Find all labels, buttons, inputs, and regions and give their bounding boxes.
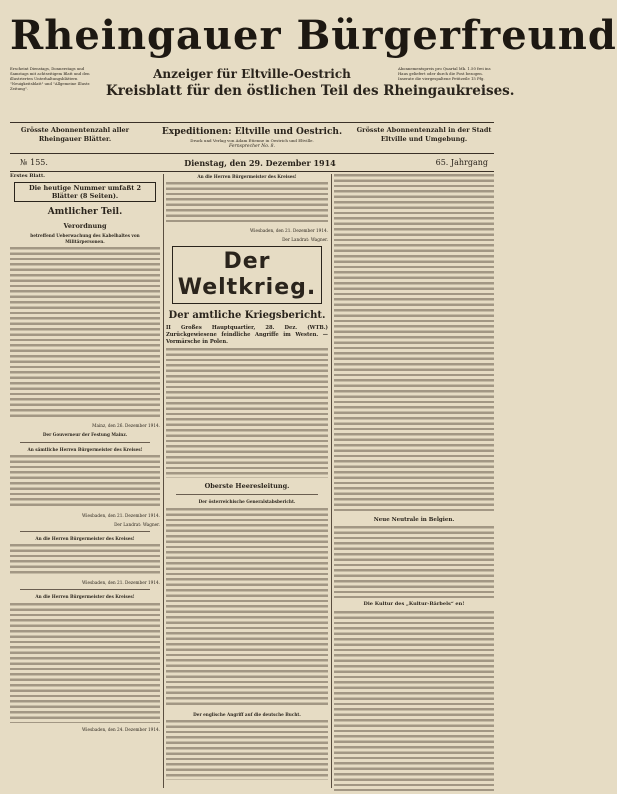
- mayors-title-1: An sämtliche Herren Bürgermeister des Kreises!: [27, 446, 143, 452]
- col2-landrat: Der Landrat: Wagner.: [282, 237, 328, 243]
- subtitle-line-1: Anzeiger für Eltville-Oestrich: [153, 67, 351, 81]
- divider: [20, 589, 150, 590]
- column-3: [334, 174, 494, 788]
- banner-right: Grösste Abonnentenzahl in der Stadt Eltville und Umgebung.: [356, 126, 492, 143]
- ordinance-text: [10, 247, 160, 419]
- col2-top-date: Wiesbaden, den 21. Dezember 1914.: [249, 228, 328, 234]
- austrian-report-title: Der österreichische Generalstabsbericht.: [198, 499, 296, 505]
- divider: [176, 494, 318, 495]
- official-heading: Amtlicher Teil.: [47, 207, 123, 218]
- subtitle-line-2: Kreisblatt für den östlichen Teil des Rheingaukreises.: [106, 83, 515, 99]
- issue-number: № 155.: [20, 158, 48, 167]
- ordinance-subtitle: betreffend Ueberwachung des Kabelhaltes von Militärpersonen.: [30, 233, 140, 244]
- english-attack-text: [166, 720, 328, 780]
- war-report-text: [166, 348, 328, 478]
- english-attack-title: Der englische Angriff auf die deutsche Bucht.: [193, 711, 301, 717]
- rifle-title: Die Kultur des „Kultur-Bärbels“ en!: [363, 601, 465, 608]
- neutral-text: [334, 526, 494, 598]
- publication-note: Erscheint Dienstags, Donnerstags und Samstags mit achtseitigem Blatt und den illustrierten Unterhaltungsblättern "Neuigkeitsblatt" und "Allgemeine Illustr. Zeitung".: [10, 66, 91, 91]
- ordinance-signature: Mainz, den 26. Dezember 1914.: [92, 423, 160, 429]
- divider: [20, 442, 150, 443]
- expeditions: Expeditionen: Eltville und Oestrich.: [161, 127, 343, 137]
- mayors-date-2: Wiesbaden, den 21. Dezember 1914.: [81, 580, 160, 586]
- column-1: [10, 174, 160, 788]
- divider: [20, 531, 150, 532]
- banner: [10, 124, 494, 152]
- governor: Der Gouverneur der Festung Mainz.: [42, 432, 128, 438]
- neutral-title: Neue Neutrale in Belgien.: [373, 517, 455, 523]
- volume-year: 65. Jahrgang: [435, 158, 488, 167]
- col2-top-title: An die Herren Bürgermeister des Kreises!: [197, 174, 297, 179]
- subhead: [10, 66, 515, 122]
- weltkrieg-headline: Der Weltkrieg.: [172, 246, 322, 304]
- austrian-report-text: [166, 508, 328, 708]
- ordinance-title: Verordnung: [63, 222, 107, 231]
- sheet-tag: Erstes Blatt.: [10, 173, 46, 179]
- columns: [10, 174, 494, 788]
- publisher: Druck und Verlag von Adam Etienne in Oestrich und Eltville.: [190, 138, 314, 143]
- newspaper-title: Rheingauer Bürgerfreund: [10, 12, 617, 59]
- oberste-heeresleitung: Oberste Heeresleitung.: [204, 482, 290, 491]
- subscription-note: Abonnementspreis pro Quartal Mk. 1.50 frei ins Haus geliefert oder durch die Post bezogen. Inserate die viergespaltene Petitzeile 15 Pfg.: [398, 66, 491, 81]
- war-report-lead: II Großes Hauptquartier, 28. Dez. (WTB.) Zurückgewiesene feindliche Angriffe im Westen. — Vormärsche in Polen.: [166, 325, 328, 345]
- mayors-text-3: [10, 603, 160, 723]
- rule: [10, 171, 494, 172]
- column-divider: [331, 174, 332, 788]
- col3-text-bottom: [334, 611, 494, 791]
- dateline: [10, 156, 494, 170]
- mayors-date-3: Wiesbaden, den 24. Dezember 1914.: [81, 726, 160, 732]
- war-report-title: Der amtliche Kriegsbericht.: [168, 310, 326, 322]
- banner-left: Grösste Abonnentenzahl aller Rheingauer Blätter.: [20, 126, 130, 143]
- mayors-text-1: [10, 455, 160, 509]
- issue-date: Dienstag, den 29. Dezember 1914: [184, 158, 336, 168]
- notice-box: Die heutige Nummer umfaßt 2 Blätter (8 Seiten).: [14, 182, 156, 202]
- banner-center: [148, 126, 356, 150]
- rule: [10, 122, 494, 123]
- col2-top-text: [166, 182, 328, 224]
- rule: [10, 153, 494, 154]
- column-divider: [163, 174, 164, 788]
- mayors-title-3: An die Herren Bürgermeister des Kreises!: [35, 594, 135, 600]
- col3-text-top: [334, 174, 494, 514]
- column-2: [166, 174, 328, 788]
- phone: Fernsprecher No. 8.: [229, 144, 275, 149]
- landrat-signature: Der Landrat: Wagner.: [114, 522, 160, 528]
- mayors-title-2: An die Herren Bürgermeister des Kreises!: [35, 536, 135, 542]
- mayors-date-1: Wiesbaden, den 21. Dezember 1914.: [81, 513, 160, 519]
- mayors-text-2: [10, 544, 160, 576]
- masthead: [10, 8, 617, 64]
